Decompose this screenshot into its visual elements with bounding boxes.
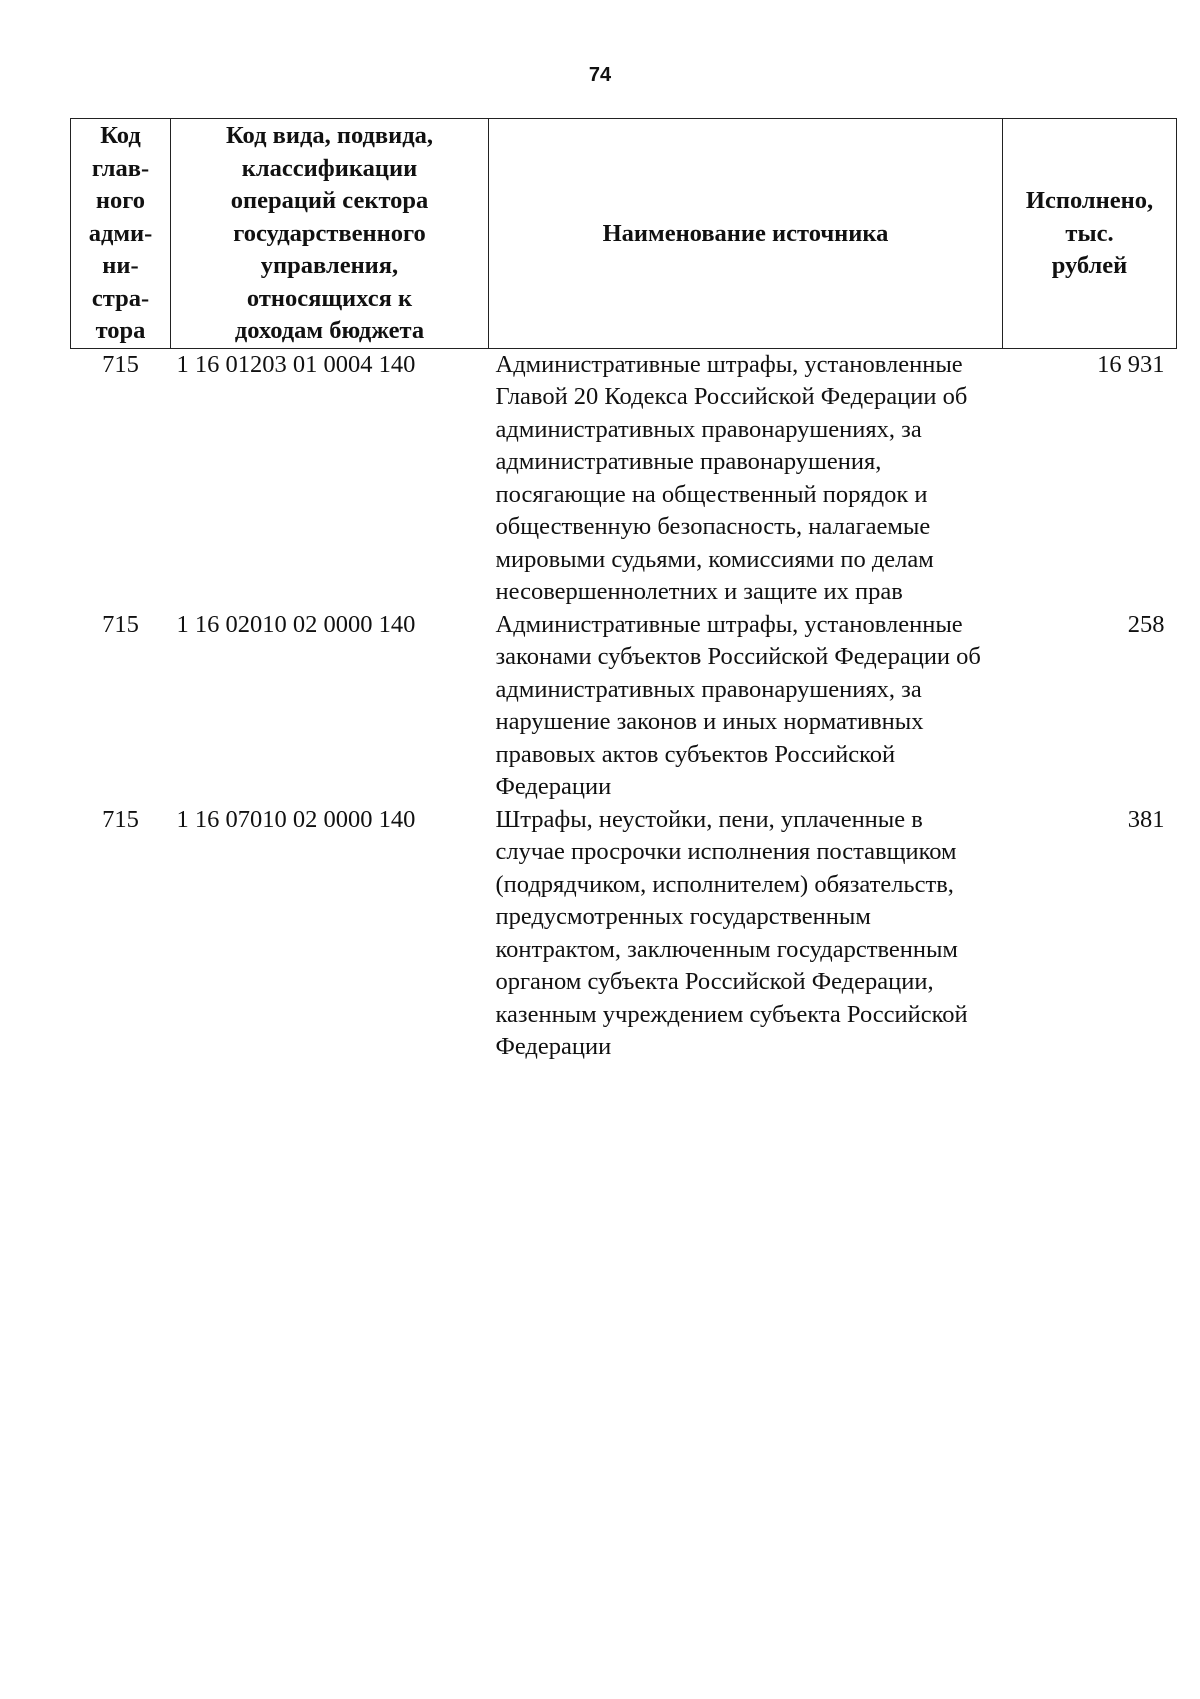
- table-row: [71, 609, 1177, 804]
- table-header: [71, 119, 1177, 349]
- admin-code-cell: 715: [102, 610, 139, 638]
- table-row: [71, 804, 1177, 1064]
- header-income-code-line: Код вида, подвида,: [225, 122, 434, 149]
- income-code-cell: 1 16 01203 01 0004 140: [176, 350, 416, 378]
- admin-code-cell: 715: [102, 805, 139, 833]
- income-table: [70, 118, 1177, 1064]
- header-executed-line: тыс.: [1065, 219, 1114, 247]
- income-code-cell: 1 16 02010 02 0000 140: [176, 610, 416, 638]
- header-admin-code-line: тора: [95, 317, 146, 344]
- header-admin-code-line: стра-: [91, 284, 150, 312]
- header-income-code-line: доходам бюджета: [234, 317, 425, 344]
- header-income-code-line: управления,: [260, 252, 399, 279]
- header-income-code-line: операций сектора: [230, 187, 429, 214]
- header-admin-code-line: Код: [100, 122, 141, 149]
- header-executed-line: рублей: [1051, 252, 1128, 279]
- admin-code-cell: 715: [102, 350, 139, 378]
- header-income-code-line: относящихся к: [246, 284, 413, 312]
- header-admin-code-line: адми-: [88, 219, 153, 247]
- header-admin-code-line: ни-: [102, 252, 139, 279]
- table-row: [71, 348, 1177, 609]
- table-body: [71, 348, 1177, 1064]
- header-executed-line: Исполнено,: [1025, 187, 1154, 214]
- source-name-cell: Штрафы, неустойки, пени, уплаченные в случае просрочки исполнения поставщиком (подрядчиком, исполнителем) обязательств, предусмотренных государственным контрактом, заключенным государственным органом субъекта Российской Федерации, казенным учреждением субъекта Российской Федерации: [495, 805, 968, 1060]
- header-admin-code-line: глав-: [91, 154, 150, 182]
- header-admin-code: [71, 119, 171, 349]
- page-number: 74: [588, 64, 612, 86]
- amount-cell: 16 931: [1097, 350, 1165, 378]
- income-code-cell: 1 16 07010 02 0000 140: [176, 805, 416, 833]
- amount-cell: 258: [1127, 610, 1165, 638]
- source-name-cell: Административные штрафы, установленные законами субъектов Российской Федерации об административных правонарушениях, за нарушение законов и иных нормативных правовых актов субъектов Российской Федерации: [495, 610, 981, 800]
- header-executed: [1003, 119, 1177, 349]
- header-income-code: [171, 119, 489, 349]
- header-income-code-line: классификации: [241, 154, 418, 182]
- source-name-cell: Административные штрафы, установленные Главой 20 Кодекса Российской Федерации об административных правонарушениях, за административные правонарушения, посягающие на общественный порядок и общественную безопасность, налагаемые мировыми судьями, комиссиями по делам несовершеннолетних и защите их прав: [495, 350, 968, 605]
- amount-cell: 381: [1127, 805, 1165, 833]
- header-source-name: Наименование источника: [489, 119, 1003, 349]
- header-admin-code-line: ного: [95, 187, 146, 214]
- header-income-code-line: государственного: [233, 219, 426, 247]
